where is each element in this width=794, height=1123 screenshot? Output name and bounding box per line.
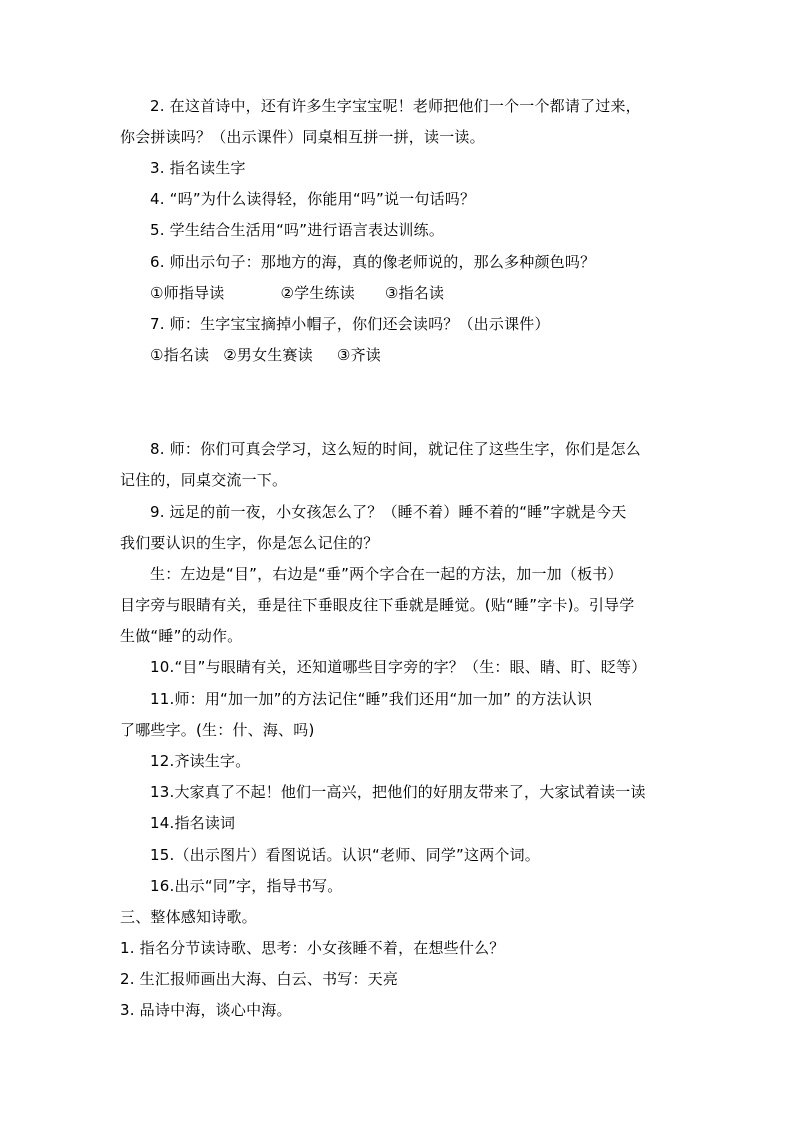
method-item: ②男女生赛读 — [223, 346, 313, 364]
paragraph-line: 你会拼读吗？（出示课件）同桌相互拼一拼，读一读。 — [120, 128, 485, 146]
paragraph-line: 4. “吗”为什么读得轻，你能用“吗”说一句话吗？ — [150, 190, 476, 208]
paragraph-line: 2. 在这首诗中，还有许多生字宝宝呢！老师把他们一个一个都请了过来， — [150, 97, 641, 115]
paragraph-line: 12.齐读生字。 — [150, 752, 251, 770]
paragraph-line: 生做“睡”的动作。 — [120, 627, 243, 645]
paragraph-line: 3. 指名读生字 — [150, 159, 246, 177]
method-item: ②学生练读 — [280, 284, 355, 302]
paragraph-line: 6. 师出示句子：那地方的海，真的像老师说的，那么多种颜色吗？ — [150, 253, 596, 271]
method-item: ③指名读 — [384, 284, 445, 302]
numbered-item: 2. 生汇报师画出大海、白云、书写：天亮 — [120, 970, 399, 988]
paragraph-line: 5. 学生结合生活用“吗”进行语言表达训练。 — [150, 221, 445, 239]
method-item: ③齐读 — [336, 346, 381, 364]
paragraph-line: 14.指名读词 — [150, 814, 236, 832]
paragraph-line: 8. 师：你们可真会学习，这么短的时间，就记住了这些生字，你们是怎么 — [150, 440, 641, 458]
paragraph-line: 15.（出示图片）看图说话。认识“老师、同学”这两个词。 — [150, 846, 540, 864]
numbered-item: 3. 品诗中海，谈心中海。 — [120, 1001, 292, 1019]
paragraph-line: 记住的，同桌交流一下。 — [120, 471, 288, 489]
reading-methods-line — [150, 345, 381, 365]
paragraph-line: 10.“目”与眼睛有关，还知道哪些目字旁的字？（生：眼、睛、盯、眨等） — [150, 658, 647, 676]
numbered-item: 1. 指名分节读诗歌、思考：小女孩睡不着，在想些什么？ — [120, 939, 505, 957]
method-item: ①指名读 — [150, 346, 210, 364]
paragraph-line: 了哪些字。(生：什、海、吗) — [120, 721, 315, 739]
section-heading: 三、整体感知诗歌。 — [120, 908, 257, 926]
paragraph-line: 16.出示“同”字，指导书写。 — [150, 877, 343, 895]
paragraph-line: 我们要认识的生字，你是怎么记住的？ — [120, 534, 379, 552]
paragraph-line: 生：左边是“目”，右边是“垂”两个字合在一起的方法，加一加（板书） — [150, 565, 623, 583]
paragraph-line: 7. 师：生字宝宝摘掉小帽子，你们还会读吗？（出示课件） — [150, 315, 550, 333]
reading-methods-line — [150, 283, 444, 303]
paragraph-line: 13.大家真了不起！他们一高兴，把他们的好朋友带来了，大家试着读一读 — [150, 783, 646, 801]
paragraph-line: 目字旁与眼睛有关，垂是往下垂眼皮往下垂就是睡觉。(贴“睡”字卡)。引导学 — [120, 596, 635, 614]
paragraph-line: 11.师：用“加一加”的方法记住“睡”我们还用“加一加” 的方法认识 — [150, 690, 593, 708]
paragraph-line: 9. 远足的前一夜，小女孩怎么了？（睡不着）睡不着的“睡”字就是今天 — [150, 503, 627, 521]
method-item: ①师指导读 — [150, 284, 225, 302]
